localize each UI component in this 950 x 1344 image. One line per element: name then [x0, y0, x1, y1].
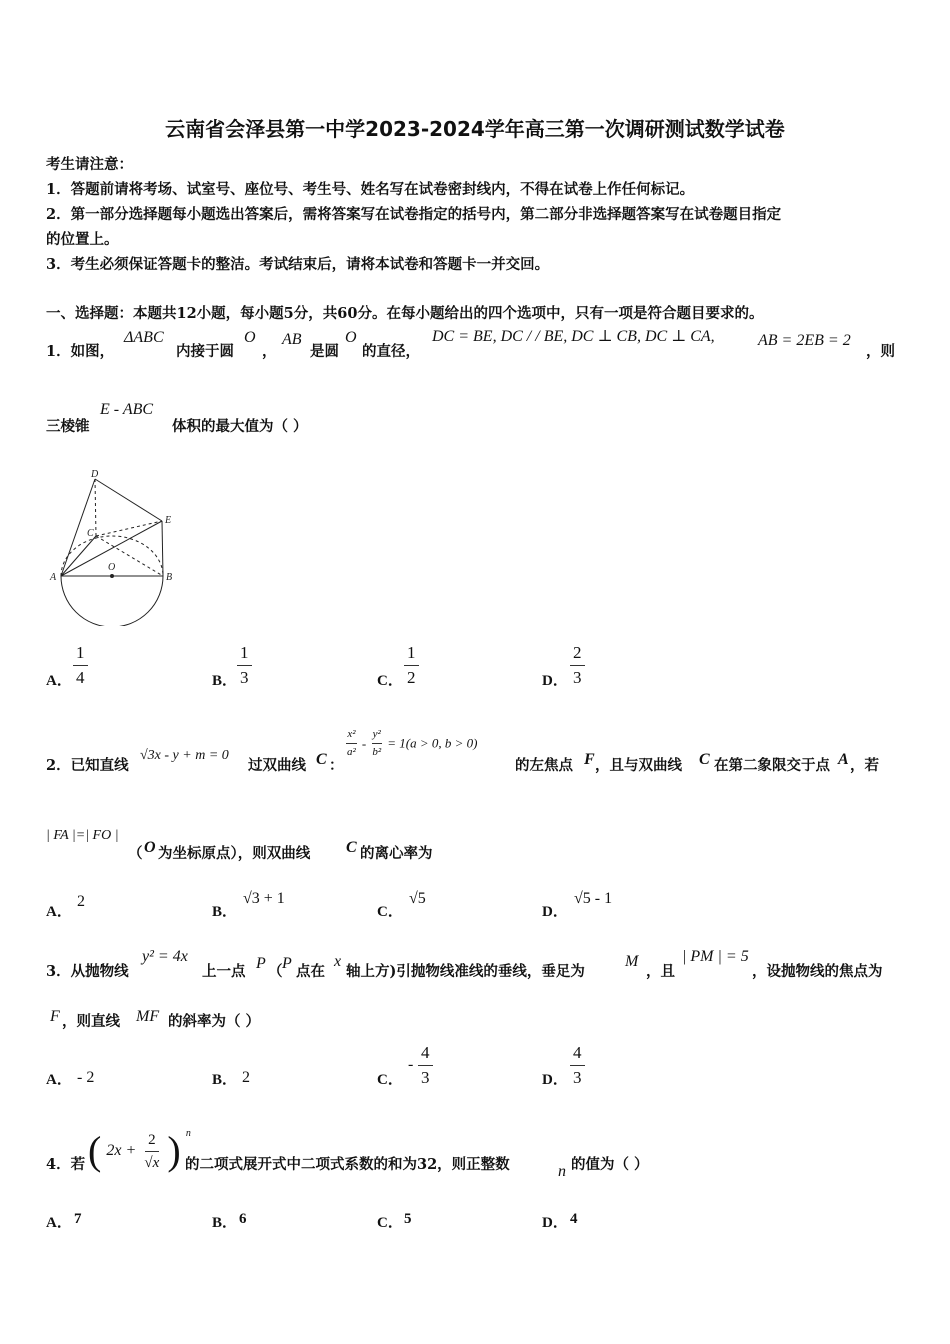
q4-text-2: 的二项式展开式中二项式系数的和为32，则正整数 [185, 1156, 510, 1173]
notice-item-2-cont: 的位置上。 [46, 231, 119, 248]
q1-option-a-value [73, 643, 88, 688]
q2-text-1: 2．已知直线 [46, 757, 129, 774]
q1-text-6: ，则 [866, 343, 895, 360]
q1-math-conditions: DC = BE, DC / / BE, DC ⊥ CB, DC ⊥ CA, [432, 328, 715, 345]
q3-option-d-letter: D． [542, 1072, 568, 1088]
q2-option-a-value: 2 [77, 893, 85, 910]
segment-dc [95, 479, 96, 536]
q2-var-c3: C [346, 839, 357, 856]
segment-ac [61, 536, 96, 576]
q3-text-9: 的斜率为（ ） [168, 1013, 261, 1030]
q2-text-7: ，若 [850, 757, 879, 774]
q1-math-ab: AB [282, 331, 302, 348]
q4-option-a-letter: A． [46, 1215, 72, 1231]
q2-var-c: C [316, 751, 327, 768]
q2-text-3: ： [329, 757, 344, 774]
q1-text-1: 1．如图， [46, 343, 115, 360]
frac-y2-b2 [371, 728, 382, 759]
q3-math-parabola: y² = 4x [142, 948, 188, 965]
circle-lower-arc [61, 576, 163, 626]
q4-option-d-letter: D． [542, 1215, 568, 1231]
q3-option-a-value: - 2 [77, 1069, 95, 1086]
q1-text-5: 的直径， [362, 343, 420, 360]
label-o: O [108, 562, 116, 573]
q1-option-a-letter: A． [46, 673, 72, 689]
q1-option-b-value [237, 643, 252, 688]
q3-option-c-letter: C． [377, 1072, 403, 1088]
q3-math-p: P [256, 955, 266, 972]
segment-ce [96, 521, 162, 536]
q1-text-2: 内接于圆 [176, 343, 234, 360]
q3-text-1: 3．从抛物线 [46, 963, 129, 980]
q3-math-pm: | PM | = 5 [682, 948, 749, 965]
q1-math-triangle: ΔABC [124, 329, 164, 346]
q2-var-f: F [584, 751, 595, 768]
q3-option-c-value [418, 1043, 433, 1088]
q1-math-pyramid: E - ABC [100, 401, 154, 418]
num: 1 [73, 643, 88, 666]
q2-text-9: 为坐标原点），则双曲线 [158, 845, 311, 862]
q3-math-x: x [334, 953, 342, 970]
segment-de [95, 479, 162, 521]
den: 3 [573, 668, 582, 687]
q2-option-c-value: √5 [409, 890, 426, 907]
q2-math-hyperbola: $\frac{\text{x²}}{\text{a²}}$ - $\frac{\text{y²}}{\text{b²}}$ = 1(a > 0, b > 0) [347, 728, 478, 758]
q2-math-condition: = 1(a > 0, b > 0) [387, 735, 478, 751]
q2-text-8: （ [128, 845, 143, 862]
notice-heading: 考生请注意： [46, 156, 133, 173]
q4-option-c-letter: C． [377, 1215, 403, 1231]
q2-option-b-letter: B． [212, 904, 238, 920]
q2-text-4: 的左焦点 [515, 757, 573, 774]
q3-option-d-value [570, 1043, 585, 1088]
den: b² [372, 746, 382, 758]
q2-text-6: 在第二象限交于点 [714, 757, 830, 774]
q2-option-d-letter: D． [542, 904, 568, 920]
num: 1 [404, 643, 419, 666]
q3-text-8: ，则直线 [62, 1013, 120, 1030]
q1-option-d-value [570, 643, 585, 688]
q4-math-binomial: ( 2x + $\frac{2}{√x}$ ) $^n$ [88, 1128, 191, 1173]
num: x² [346, 728, 356, 744]
num: 4 [570, 1043, 585, 1066]
label-b: B [166, 572, 173, 583]
notice-item-1: 1．答题前请将考场、试室号、座位号、考生号、姓名写在试卷密封线内，不得在试卷上作任何标记。 [46, 181, 695, 198]
q2-option-d-value: √5 - 1 [574, 890, 613, 907]
q2-text-10: 的离心率为 [360, 845, 433, 862]
q1-math-o2: O [345, 329, 357, 346]
den: √x [144, 1154, 160, 1171]
page-title: 云南省会泽县第一中学2023-2024学年高三第一次调研测试数学试卷 [165, 117, 785, 141]
section-heading: 一、选择题：本题共12小题，每小题5分，共60分。在每小题给出的四个选项中，只有一项是符合题目要求的。 [46, 305, 764, 322]
q4-option-c-value: 5 [404, 1211, 412, 1227]
q3-option-c-sign: - [408, 1056, 414, 1073]
q2-option-a-letter: A． [46, 904, 72, 920]
notice-item-3: 3．考生必须保证答题卡的整洁。考试结束后，请将本试卷和答题卡一并交回。 [46, 256, 550, 273]
q3-math-f: F [50, 1008, 60, 1025]
label-a: A [50, 572, 57, 583]
q3-option-b-letter: B． [212, 1072, 238, 1088]
num: 4 [418, 1043, 433, 1066]
q1-option-d-letter: D． [542, 673, 568, 689]
q4-option-b-value: 6 [239, 1211, 247, 1227]
num: y² [372, 728, 382, 744]
q3-text-3: （ [268, 963, 283, 980]
q3-text-5: 轴上方)引抛物线准线的垂线，垂足为 [346, 963, 585, 980]
q3-option-b-value: 2 [242, 1069, 250, 1086]
q1-text-4: 是圆 [310, 343, 339, 360]
q4-option-d-value: 4 [570, 1211, 578, 1227]
center-point [110, 574, 114, 578]
q3-text-4: 点在 [296, 963, 325, 980]
den: 3 [240, 668, 249, 687]
q4-option-b-letter: B． [212, 1215, 238, 1231]
q2-var-a: A [838, 751, 849, 768]
q1-math-lengths: AB = 2EB = 2 [758, 332, 851, 349]
num: 1 [237, 643, 252, 666]
label-e: E [165, 515, 172, 526]
q1-option-b-letter: B． [212, 673, 238, 689]
den: 3 [421, 1068, 430, 1087]
q2-option-c-letter: C． [377, 904, 403, 920]
frac-x2-a2 [346, 728, 357, 759]
q3-text-7: ，设抛物线的焦点为 [752, 963, 883, 980]
q2-text-2: 过双曲线 [248, 757, 306, 774]
q4-math-term: 2x + [106, 1142, 137, 1159]
q4-frac [141, 1131, 162, 1172]
q3-text-6: ，且 [646, 963, 675, 980]
q4-math-n: n [558, 1163, 566, 1180]
den: a² [347, 746, 356, 758]
q1-math-o: O [244, 329, 256, 346]
den: 3 [573, 1068, 582, 1087]
q3-option-a-letter: A． [46, 1072, 72, 1088]
q1-text-3: ， [262, 343, 277, 360]
q1-geometry-figure [40, 466, 190, 626]
q2-math-equal: | FA |=| FO | [46, 828, 119, 843]
q2-var-c2: C [699, 751, 710, 768]
q3-math-m: M [625, 953, 639, 970]
num: 2 [570, 643, 585, 666]
den: 2 [407, 668, 416, 687]
num: 2 [145, 1131, 159, 1152]
q3-math-mf: MF [136, 1008, 160, 1025]
q3-text-2: 上一点 [202, 963, 246, 980]
q1-option-c-value [404, 643, 419, 688]
q4-text-3: 的值为（ ） [571, 1156, 649, 1173]
q1-option-c-letter: C． [377, 673, 403, 689]
q4-option-a-value: 7 [74, 1211, 82, 1227]
notice-item-2: 2．第一部分选择题每小题选出答案后，需将答案写在试卷指定的括号内，第二部分非选择题答案写在试卷题目指定 [46, 206, 782, 223]
q2-text-5: ，且与双曲线 [595, 757, 682, 774]
q1-text-8: 体积的最大值为（ ） [172, 418, 308, 435]
label-c: C [87, 528, 94, 539]
q2-var-o: O [144, 839, 156, 856]
q1-text-7: 三棱锥 [46, 418, 90, 435]
segment-cb [96, 536, 163, 576]
q2-option-b-value: √3 + 1 [243, 890, 285, 907]
q4-text-1: 4．若 [46, 1156, 86, 1173]
q3-math-p2: P [282, 955, 292, 972]
den: 4 [76, 668, 85, 687]
q2-math-line: √3x - y + m = 0 [140, 748, 229, 763]
label-d: D [91, 469, 99, 480]
